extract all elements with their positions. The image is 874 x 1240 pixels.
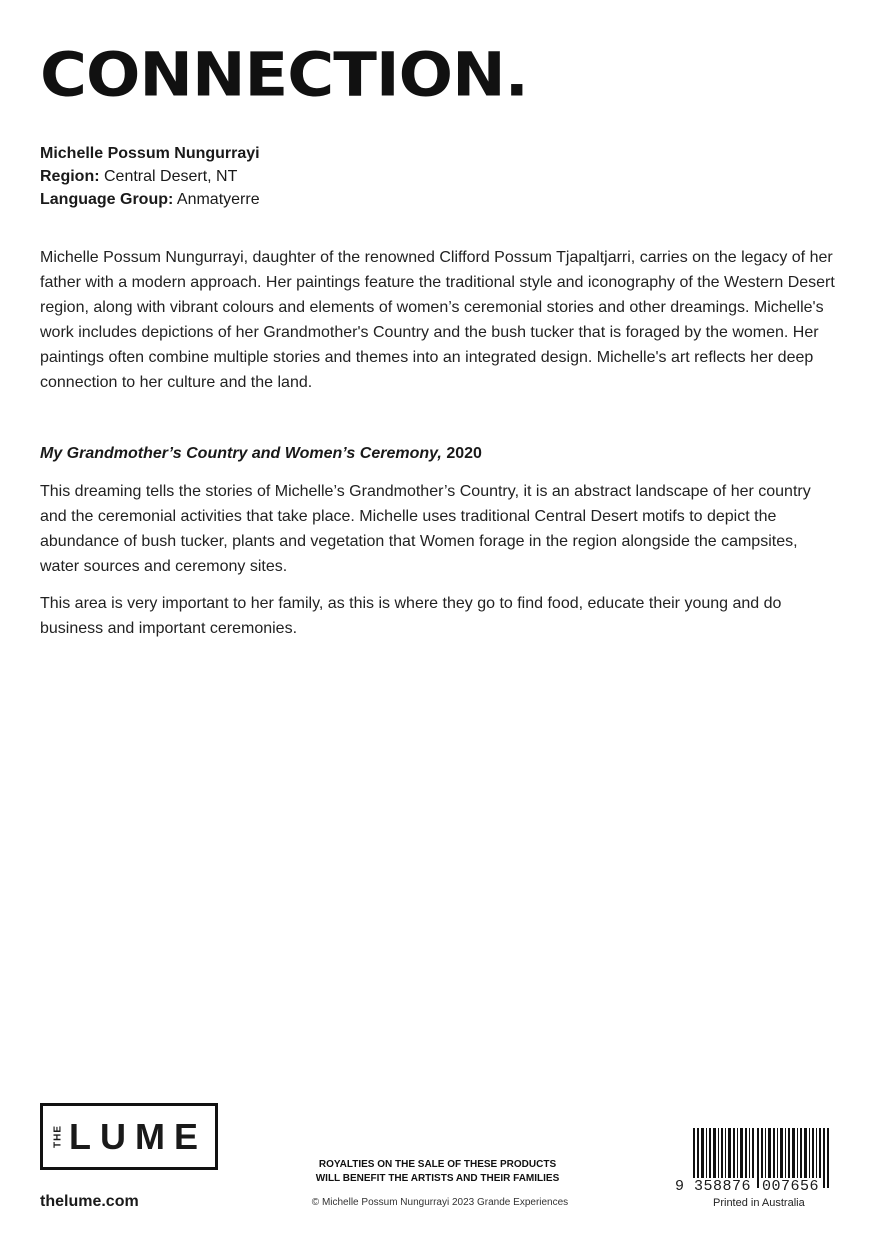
region-label: Region:	[40, 168, 100, 185]
artwork-title-text: My Grandmother’s Country and Women’s Ceremony,	[40, 445, 442, 462]
language-line	[40, 188, 260, 211]
printed-in: Printed in Australia	[713, 1197, 805, 1209]
artist-bio: Michelle Possum Nungurrayi, daughter of the renowned Clifford Possum Tjapaltjarri, carries on the legacy of her father with a modern approach. Her paintings feature the traditional style and iconography of the Western Desert region, along with vibrant colours and elements of women’s ceremonial stories and other dreamings. Michelle's work includes depictions of her Grandmother's Country and the bush tucker that is foraged by the women. Her paintings often combine multiple stories and themes into an integrated design. Michelle's art reflects her deep connection to her culture and the land.	[40, 249, 835, 391]
barcode	[675, 1128, 835, 1198]
region-line	[40, 165, 260, 188]
royalty-line-2: WILL BENEFIT THE ARTISTS AND THEIR FAMILIES	[315, 1173, 560, 1184]
artist-info	[40, 142, 260, 211]
artwork-year: 2020	[446, 445, 482, 462]
language-label: Language Group:	[40, 191, 174, 208]
barcode-digits-group2: 007656	[762, 1178, 820, 1195]
description-paragraph: This dreaming tells the stories of Michelle’s Grandmother’s Country, it is an abstract landscape of her country and the ceremonial activities that take place. Michelle uses traditional Central Desert motifs to depict the abundance of bush tucker, plants and vegetation that Women forage in the region alongside the campsites, water sources and ceremony sites.	[40, 483, 811, 575]
artwork-title	[40, 443, 482, 465]
barcode-digit-first: 9	[675, 1178, 685, 1195]
royalty-line-1: ROYALTIES ON THE SALE OF THESE PRODUCTS	[318, 1159, 557, 1170]
description-paragraph: This area is very important to her family, as this is where they go to find food, educate their young and do business and important ceremonies.	[40, 595, 782, 637]
lume-logo-word: LUME	[69, 1115, 207, 1157]
lume-logo-the: THE	[52, 1125, 64, 1148]
website-link[interactable]: thelume.com	[40, 1193, 139, 1210]
the-lume-logo	[40, 1103, 218, 1170]
connection-logo	[40, 40, 528, 111]
language-value: Anmatyerre	[176, 191, 260, 208]
barcode-digits-group1: 358876	[694, 1178, 752, 1195]
logo-text: CONNECTION.	[40, 40, 528, 111]
region-value: Central Desert, NT	[104, 168, 238, 185]
artist-name: Michelle Possum Nungurrayi	[40, 145, 260, 162]
royalty-notice	[300, 1158, 575, 1186]
artwork-description	[40, 479, 840, 653]
copyright-notice: © Michelle Possum Nungurrayi 2023 Grande Experiences	[311, 1197, 569, 1208]
